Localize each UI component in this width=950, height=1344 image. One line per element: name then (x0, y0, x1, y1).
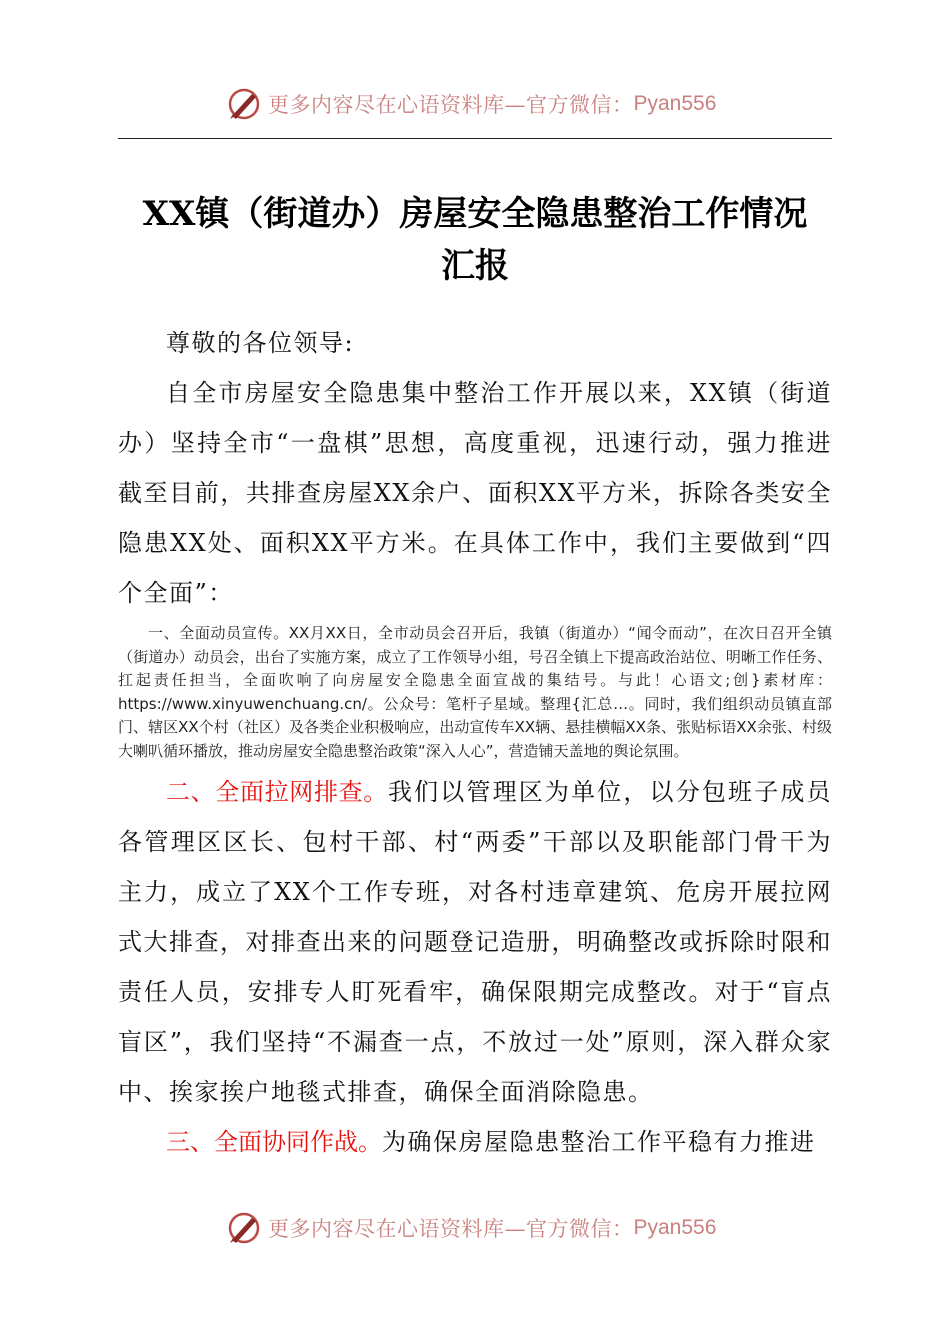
watermark-text: 更多内容尽在心语资料库—官方微信： (268, 1217, 634, 1241)
intro-paragraph: 自全市房屋安全隐患集中整治工作开展以来，XX镇（街道办）坚持全市“一盘棋”思想，高度重视，迅速行动，强力推进截至目前，共排查房屋XX余户、面积XX平方米，拆除各类安全隐患XX处、面积XX平方米。在具体工作中，我们主要做到“四个全面”： (118, 379, 832, 607)
watermark-id: Pyan556 (633, 1216, 717, 1239)
document-title (118, 188, 832, 292)
title-line-2: 汇报 (441, 246, 509, 286)
section-2-body: 我们以管理区为单位，以分包班子成员各管理区区长、包村干部、村“两委”干部以及职能部门骨干为主力，成立了XX个工作专班，对各村违章建筑、危房开展拉网式大排查，对排查出来的问题登记造册，明确整改或拆除时限和责任人员，安排专人盯死看牢，确保限期完成整改。对于“盲点盲区”，我们坚持“不漏查一点，不放过一处”原则，深入群众家中、挨家挨户地毯式排查，确保全面消除隐患。 (118, 778, 833, 1106)
header-rule (118, 138, 832, 139)
section-3-body: 为确保房屋隐患整治工作平稳有力推进 (382, 1128, 816, 1156)
watermark-banner-bottom (226, 1208, 716, 1248)
greeting: 尊敬的各位领导: (166, 329, 355, 357)
section-2-paragraph (118, 767, 832, 1117)
section-2-heading: 二、全面拉网排查。 (166, 778, 388, 806)
section-1-paragraph: 一、全面动员宣传。XX月XX日，全市动员会召开后，我镇（街道办）“闻令而动”，在次日召开全镇（街道办）动员会，出台了实施方案，成立了工作领导小组，号召全镇上下提高政治站位、明晰工作任务、扛起责任担当，全面吹响了向房屋安全隐患全面宣战的集结号。与此！心语文;创}素材库：https://www.xinyuwenchuang.cn/。公众号：笔杆子星域。整理{汇总…。同时，我们组织动员镇直部门、辖区XX个村（社区）及各类企业积极响应，出动宣传车XX辆、悬挂横幅XX条、张贴标语XX余张、村级大喇叭循环播放，推动房屋安全隐患整治政策“深入人心”，营造铺天盖地的舆论氛围。 (118, 624, 832, 760)
document-body (118, 318, 832, 1167)
section-3-heading: 三、全面协同作战。 (166, 1128, 382, 1156)
pen-circle-logo-icon (226, 1210, 262, 1246)
watermark-id: Pyan556 (633, 92, 717, 115)
watermark-banner-top (226, 84, 716, 124)
pen-circle-logo-icon (226, 86, 262, 122)
title-line-1: XX镇（街道办）房屋安全隐患整治工作情况 (142, 194, 808, 234)
watermark-text: 更多内容尽在心语资料库—官方微信： (268, 93, 634, 117)
section-3-paragraph (118, 1117, 832, 1167)
